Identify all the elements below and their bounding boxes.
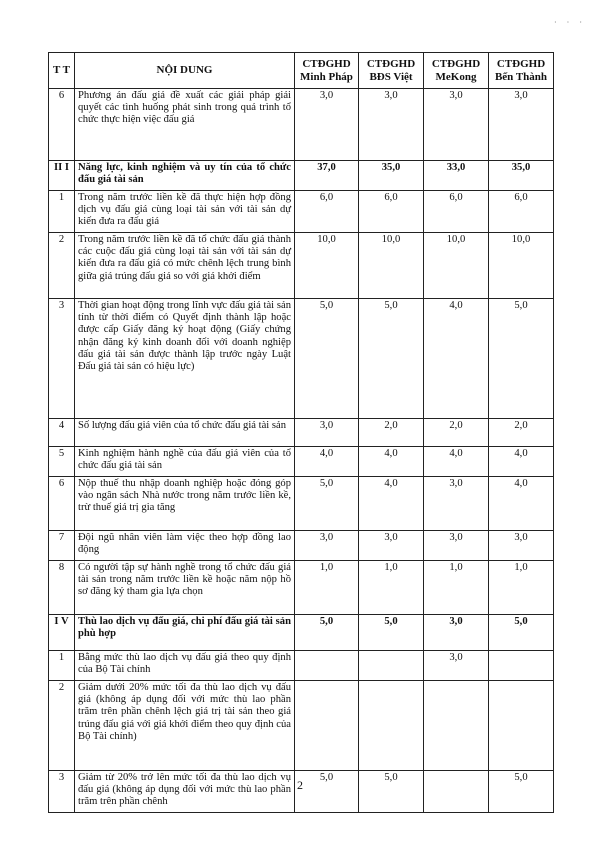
score-minh-phap: 5,0	[295, 615, 359, 651]
row-number: 4	[49, 419, 75, 447]
row-number: 3	[49, 771, 75, 813]
score-ben-thanh: 4,0	[489, 447, 554, 477]
score-bds-viet: 5,0	[359, 771, 424, 813]
row-number: 7	[49, 531, 75, 561]
score-minh-phap	[295, 681, 359, 771]
score-bds-viet: 3,0	[359, 89, 424, 161]
score-ben-thanh: 1,0	[489, 561, 554, 615]
row-content: Giảm dưới 20% mức tối đa thù lao dịch vụ đấu giá (không áp dụng đối với mức thù lao phần trăm trên phần chênh lệch giá trị tài sản theo giá trúng đấu giá với giá khởi điểm theo quy định của Bộ Tài chính)	[75, 681, 295, 771]
table-row	[49, 531, 554, 561]
score-ben-thanh: 10,0	[489, 233, 554, 299]
score-bds-viet	[359, 651, 424, 681]
table-row	[49, 477, 554, 531]
row-number: II I	[49, 161, 75, 191]
row-content: Thời gian hoạt động trong lĩnh vực đấu giá tài sản tính từ thời điểm có Quyết định thành lập hoặc được cấp Giấy đăng ký hoạt động (Giấy chứng nhận đăng ký kinh doanh đối với doanh nghiệp đấu giá tài sản được thành lập trước ngày Luật Đấu giá tài sản có hiệu lực)	[75, 299, 295, 419]
score-ben-thanh: 6,0	[489, 191, 554, 233]
score-bds-viet: 3,0	[359, 531, 424, 561]
score-ben-thanh: 3,0	[489, 89, 554, 161]
table-row	[49, 447, 554, 477]
score-minh-phap: 4,0	[295, 447, 359, 477]
score-minh-phap: 5,0	[295, 299, 359, 419]
row-number: 5	[49, 447, 75, 477]
score-bds-viet: 35,0	[359, 161, 424, 191]
score-bds-viet	[359, 681, 424, 771]
score-mekong: 3,0	[424, 651, 489, 681]
score-mekong: 3,0	[424, 615, 489, 651]
row-number: 1	[49, 651, 75, 681]
row-content: Kinh nghiệm hành nghề của đấu giá viên của tổ chức đấu giá tài sản	[75, 447, 295, 477]
table-row	[49, 299, 554, 419]
score-bds-viet: 5,0	[359, 299, 424, 419]
table-row	[49, 419, 554, 447]
row-number: 2	[49, 681, 75, 771]
score-ben-thanh	[489, 651, 554, 681]
header-tt: T T	[49, 53, 75, 89]
score-mekong: 6,0	[424, 191, 489, 233]
score-ben-thanh: 4,0	[489, 477, 554, 531]
row-number: 6	[49, 477, 75, 531]
header-ben-thanh: CTĐGHD Bến Thành	[489, 53, 554, 89]
table-row	[49, 161, 554, 191]
table-row	[49, 561, 554, 615]
score-minh-phap: 6,0	[295, 191, 359, 233]
row-number: I V	[49, 615, 75, 651]
score-mekong: 1,0	[424, 561, 489, 615]
score-minh-phap: 3,0	[295, 419, 359, 447]
table-row	[49, 681, 554, 771]
score-mekong	[424, 681, 489, 771]
row-content: Trong năm trước liền kề đã thực hiện hợp đồng dịch vụ đấu giá cùng loại tài sản với tài sản dự kiến đưa ra đấu giá	[75, 191, 295, 233]
table-row	[49, 233, 554, 299]
header-minh-phap: CTĐGHD Minh Pháp	[295, 53, 359, 89]
score-minh-phap: 37,0	[295, 161, 359, 191]
table-header-row	[49, 53, 554, 89]
table-row	[49, 615, 554, 651]
row-content: Phương án đấu giá đề xuất các giải pháp giải quyết các tình huống phát sinh trong quá trình tổ chức thực hiện việc đấu giá	[75, 89, 295, 161]
score-bds-viet: 4,0	[359, 447, 424, 477]
row-number: 2	[49, 233, 75, 299]
score-bds-viet: 10,0	[359, 233, 424, 299]
score-minh-phap: 3,0	[295, 89, 359, 161]
row-content: Giảm từ 20% trở lên mức tối đa thù lao dịch vụ đấu giá (không áp dụng đối với mức thù lao phần trăm trên phần chênh	[75, 771, 295, 813]
table-row	[49, 191, 554, 233]
score-minh-phap	[295, 651, 359, 681]
score-minh-phap: 1,0	[295, 561, 359, 615]
score-ben-thanh: 3,0	[489, 531, 554, 561]
score-bds-viet: 4,0	[359, 477, 424, 531]
score-mekong: 4,0	[424, 299, 489, 419]
table-row	[49, 89, 554, 161]
score-mekong: 33,0	[424, 161, 489, 191]
score-minh-phap: 10,0	[295, 233, 359, 299]
row-number: 1	[49, 191, 75, 233]
score-bds-viet: 5,0	[359, 615, 424, 651]
score-ben-thanh: 35,0	[489, 161, 554, 191]
score-ben-thanh: 2,0	[489, 419, 554, 447]
row-content: Đội ngũ nhân viên làm việc theo hợp đồng lao động	[75, 531, 295, 561]
score-bds-viet: 6,0	[359, 191, 424, 233]
header-bds-viet: CTĐGHD BĐS Việt	[359, 53, 424, 89]
row-content: Trong năm trước liền kề đã tổ chức đấu giá thành các cuộc đấu giá cùng loại tài sản với tài sản dự kiến đưa ra đấu giá có mức chênh lệch trung bình giữa giá trúng đấu giá so với giá khởi điểm	[75, 233, 295, 299]
score-bds-viet: 2,0	[359, 419, 424, 447]
row-content: Có người tập sự hành nghề trong tổ chức đấu giá tài sản trong năm trước liền kề hoặc năm nộp hồ sơ đăng ký tham gia lựa chọn	[75, 561, 295, 615]
row-number: 8	[49, 561, 75, 615]
score-mekong: 2,0	[424, 419, 489, 447]
score-mekong: 3,0	[424, 477, 489, 531]
score-ben-thanh	[489, 681, 554, 771]
score-ben-thanh: 5,0	[489, 299, 554, 419]
score-mekong: 10,0	[424, 233, 489, 299]
table-row	[49, 651, 554, 681]
header-content: NỘI DUNG	[75, 53, 295, 89]
score-ben-thanh: 5,0	[489, 615, 554, 651]
row-number: 6	[49, 89, 75, 161]
evaluation-table	[48, 52, 554, 813]
header-mekong: CTĐGHD MeKong	[424, 53, 489, 89]
row-content: Thù lao dịch vụ đấu giá, chi phí đấu giá tài sản phù hợp	[75, 615, 295, 651]
row-content: Số lượng đấu giá viên của tổ chức đấu giá tài sản	[75, 419, 295, 447]
row-content: Nộp thuế thu nhập doanh nghiệp hoặc đóng góp vào ngân sách Nhà nước trong năm trước liền kề, trừ thuế giá trị gia tăng	[75, 477, 295, 531]
score-ben-thanh: 5,0	[489, 771, 554, 813]
row-content: Năng lực, kinh nghiệm và uy tín của tổ chức đấu giá tài sản	[75, 161, 295, 191]
score-mekong: 3,0	[424, 89, 489, 161]
score-bds-viet: 1,0	[359, 561, 424, 615]
page-number: 2	[297, 778, 303, 792]
score-mekong: 4,0	[424, 447, 489, 477]
row-content: Bằng mức thù lao dịch vụ đấu giá theo quy định của Bộ Tài chính	[75, 651, 295, 681]
score-minh-phap: 5,0	[295, 771, 359, 813]
score-mekong: 3,0	[424, 531, 489, 561]
row-number: 3	[49, 299, 75, 419]
scan-specks: · · ·	[554, 18, 586, 27]
score-minh-phap: 5,0	[295, 477, 359, 531]
score-minh-phap: 3,0	[295, 531, 359, 561]
